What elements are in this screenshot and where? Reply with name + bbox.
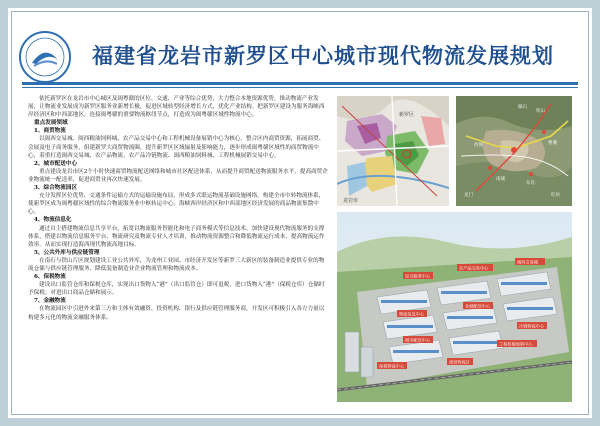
section-paragraph: 充分发挥区位优势、交通条件运输方式的运输设施布局，形成多式联运物流基础设施网络，构建全市中转物流体系，使新罗区成为闽粤赣区域性的综合物流服务业中枢转运中心。海峡西岸经济区和中西部地区经济发展的商品物流集散中心。 <box>28 193 325 216</box>
section-heading: 重点发展领域 <box>34 120 68 127</box>
map2-label: 曹溪 <box>548 141 557 146</box>
section-paragraph: 通过自主搭建物流信息共享平台，拓宽以物流服务智能化和电子商务模式等信息技术，加快建设现代物流服务的支撑体系，搭建以物流信息服务平台、物流研究及物流专业人才培训，推动物流资源整合和降低物流运行成本，提高物流运作效率。从而实现打造海西现代物流高地目标。 <box>28 225 325 248</box>
map2-label: 东肖 <box>526 181 535 186</box>
section-paragraph: 以闽西交易城、闽西粮油饲料城、农产品交易中心和工程机械设备展销中心为核心，整合区内商贸资源，拓展商贸、会展及电子商务服务，组建新罗大商贸物流圈，提升新罗区区域辐射及影响能力，逐步形成闽粤赣区域性的商贸物流中心，着重打造闽西交易城、农产品物流、农产品冷链物流、闽西粮油饲料城、工程机械展销交易中心。 <box>28 136 325 159</box>
map2-label: 红坊 <box>551 193 560 198</box>
render-label: 农产品交易中心 <box>459 265 489 271</box>
title-rule-thin <box>22 87 578 88</box>
map2-label: 铁山 <box>536 109 545 114</box>
section-heading: 1、商贸物流 <box>34 128 66 135</box>
map2-label: 南城 <box>496 177 505 182</box>
plan-text <box>28 95 328 401</box>
map2-label: 龙门 <box>464 193 473 198</box>
render-label: 城市配送中心 <box>405 337 431 343</box>
map2-label: 西城 <box>474 143 483 148</box>
render-label: 物流信息中心 <box>399 311 425 317</box>
section-heading: 7、金融物流 <box>34 298 66 305</box>
section-heading: 4、物流信息化 <box>34 217 72 224</box>
title-rule <box>22 82 578 85</box>
land-use-map <box>337 96 449 206</box>
map2-label: 雁石 <box>518 105 527 110</box>
section-paragraph: 在南石与铁山片区规划建设工业公共外库，为龙州工业园、市经济开发区等新罗三大新区的装备制造业提供专业的物流仓储与供应链管理服务，降低装备制造业企业物流管理和物流成本。 <box>28 257 325 272</box>
render-label: 闽西交易城 <box>517 259 538 265</box>
render-label: 冷链物流中心 <box>519 323 545 329</box>
section-heading: 2、城市配送中心 <box>34 160 78 167</box>
section-paragraph: 重点建设龙岩市区2个小时快速商贸物流配送网络和城市社区配送体系，从而提升商贸配送物流服务水平，提高商贸企业物流统一配送率，促进商贸业再次快速发展。 <box>28 168 328 183</box>
render-label: 工程机械展销中心 <box>499 341 533 347</box>
map1-label: 新罗区 <box>399 112 415 118</box>
render-label: 综合服务中心 <box>405 273 431 279</box>
section-heading: 6、保税物流 <box>34 274 66 281</box>
section-paragraph: 建设出口监管仓库和保税仓库，实现出口货物入“港”（出口监管仓）即可退税，进口货物入“港”（保税仓库）仓储时予保税；对进出口商品仓储和展示。 <box>28 282 325 297</box>
page-title: 福建省龙岩市新罗区中心城市现代物流发展规划 <box>92 44 554 68</box>
section-heading: 5、公共外库与供应链管理 <box>34 249 100 256</box>
regional-map <box>456 96 572 206</box>
intro-paragraph: 依托新罗区在龙岩市中心城区及闽粤赣的区位、交通、产业等综合优势，大力整合本地资源优势，推动物流产业发展，让物流业发展成为新罗区服务业新增长极，促进区域转型经济增长方式，优化产业结构。把新罗区建设为服务海峡西岸经济区和中西部地区，连接闽粤赣的重要物流枢纽节点，打造成为闽粤赣区域性物流中心。 <box>28 96 325 119</box>
logistics-park-rendering <box>337 212 572 402</box>
map1-label: 龙岩市 <box>343 198 359 204</box>
render-label: 商贸物流区 <box>449 359 470 365</box>
render-label: 保税物流中心 <box>379 363 405 369</box>
render-label: 仓储配送中心 <box>465 303 491 309</box>
logo <box>18 30 72 84</box>
section-heading: 3、综合物流园区 <box>34 185 78 192</box>
section-paragraph: 在物流园区中引进外来第三方和主体有效融资、投资机构、银行及供应链管理服务商，开发区可积极引入各方力量以构建多元化的物流金融服务体系。 <box>28 306 325 321</box>
